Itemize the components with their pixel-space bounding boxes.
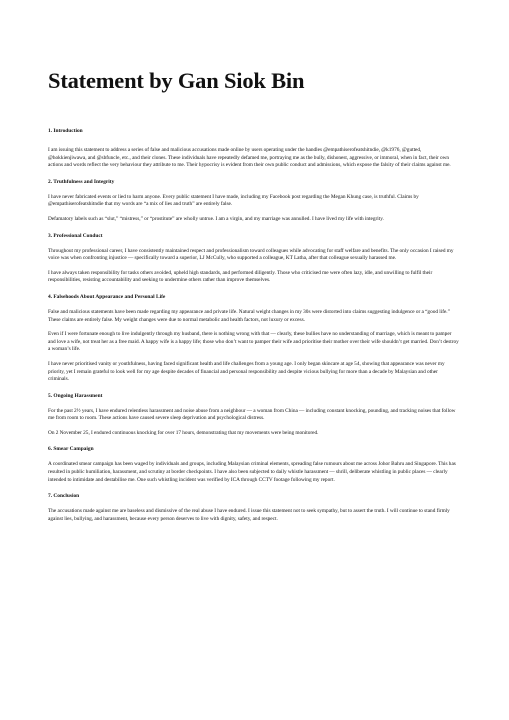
- paragraph: Defamatory labels such as “slut,” “mistress,” or “prostitute” are wholly untrue. I am a virgin, and my marriage was annulled. I have lived my life with integrity.: [48, 215, 384, 222]
- section-heading-introduction: 1. Introduction: [48, 128, 83, 134]
- section-heading-ongoing-harassment: 5. Ongoing Harassment: [48, 392, 103, 399]
- section-heading-falsehoods: 4. Falsehoods About Appearance and Personal Life: [48, 293, 166, 300]
- paragraph: False and malicious statements have been made regarding my appearance and private life. Natural weight changes in my 30s were distorted into claims suggesting indulgence or a “good life.” These claims are entirely false. My weight changes were due to normal metabolic and health factors, not luxury or excess.: [48, 308, 450, 323]
- paragraph: Throughout my professional career, I have consistently maintained respect and professionalism toward colleagues while advocating for staff welfare and benefits. The only occasion I raised my voice was when confronting injustice — specifically toward a superior, LJ McCully, who supported a colleague, KT Latha, after that colleague sexually harassed me.: [48, 247, 454, 262]
- document-body: [48, 128, 460, 523]
- section-heading-professional-conduct: 3. Professional Conduct: [48, 232, 103, 239]
- section-heading-smear-campaign: 6. Smear Campaign: [48, 446, 94, 453]
- document-title: Statement by Gan Siok Bin: [48, 68, 305, 93]
- paragraph: A coordinated smear campaign has been waged by individuals and groups, including Malaysian criminal elements, spreading false rumours about me across Johor Bahru and Singapore. This has resulted in public humiliation, harassment, and scrutiny at border checkpoints. I have also been subjected to daily whistle harassment — shrill, deliberate whistling in public places — clearly intended to intimidate and destabilise me. One such whistling incident was verified by ICA through CCTV footage following my report.: [48, 461, 456, 483]
- paragraph: On 2 November 25, I endured continuous knocking for over 17 hours, demonstrating that my movements were being monitored.: [48, 429, 319, 436]
- section-heading-truthfulness: 2. Truthfulness and Integrity: [48, 178, 115, 185]
- paragraph: I have always taken responsibility for tasks others avoided, upheld high standards, and performed diligently. Those who criticised me were often lazy, idle, and unwilling to fulfil their responsibilities, resisting accountability and seeking to undermine others rather than improve themselves.: [48, 269, 433, 284]
- section-heading-conclusion: 7. Conclusion: [48, 493, 80, 500]
- paragraph: Even if I were fortunate enough to live indulgently through my husband, there is nothing wrong with that — clearly, these bullies have no understanding of marriage, which is meant to pamper and love a wife, not treat her as a free maid. A happy wife is a happy life; those who don’t want to pamper their wife and prioritise their mother over their wife shouldn’t get married. Don’t destroy a woman’s life.: [48, 331, 459, 353]
- paragraph: I am issuing this statement to address a series of false and malicious accusations made online by users operating under the handles @empathiserofeatshitndie, @k1976, @gutted, @hokkienjiwawa, and @sbfuncle, etc., and their clones. These individuals have repeatedly defamed me, portraying me as the bully, dishonest, aggressive, or immoral, when in fact, their own actions and words reflect the very behaviour they attribute to me. Their hypocrisy is evident from their own public conduct and admissions, which expose the falsity of their claims against me.: [48, 147, 451, 169]
- paragraph: For the past 2½ years, I have endured relentless harassment and noise abuse from a neighbour — a woman from China — including constant knocking, pounding, and tracking noises that follow me from room to room. These actions have caused severe sleep deprivation and psychological distress.: [48, 407, 456, 422]
- paragraph: I have never prioritised vanity or youthfulness, having faced significant health and life challenges from a young age. I only began skincare at age 54, showing that appearance was never my priority, yet I remain grateful to look well for my age despite decades of financial and personal responsibility and despite vicious bullying for more than a decade by Malaysian and other criminals.: [48, 360, 445, 383]
- paragraph: The accusations made against me are baseless and dismissive of the real abuse I have endured. I issue this statement not to seek sympathy, but to assert the truth. I will continue to stand firmly against lies, bullying, and harassment, because every person deserves to live with dignity, safety, and respect.: [48, 508, 450, 522]
- paragraph: I have never fabricated events or lied to harm anyone. Every public statement I have made, including my Facebook post regarding the Megan Khung case, is truthful. Claims by @empathiserofeatshitndie that my words are “a mix of lies and truth” are entirely false.: [48, 193, 419, 208]
